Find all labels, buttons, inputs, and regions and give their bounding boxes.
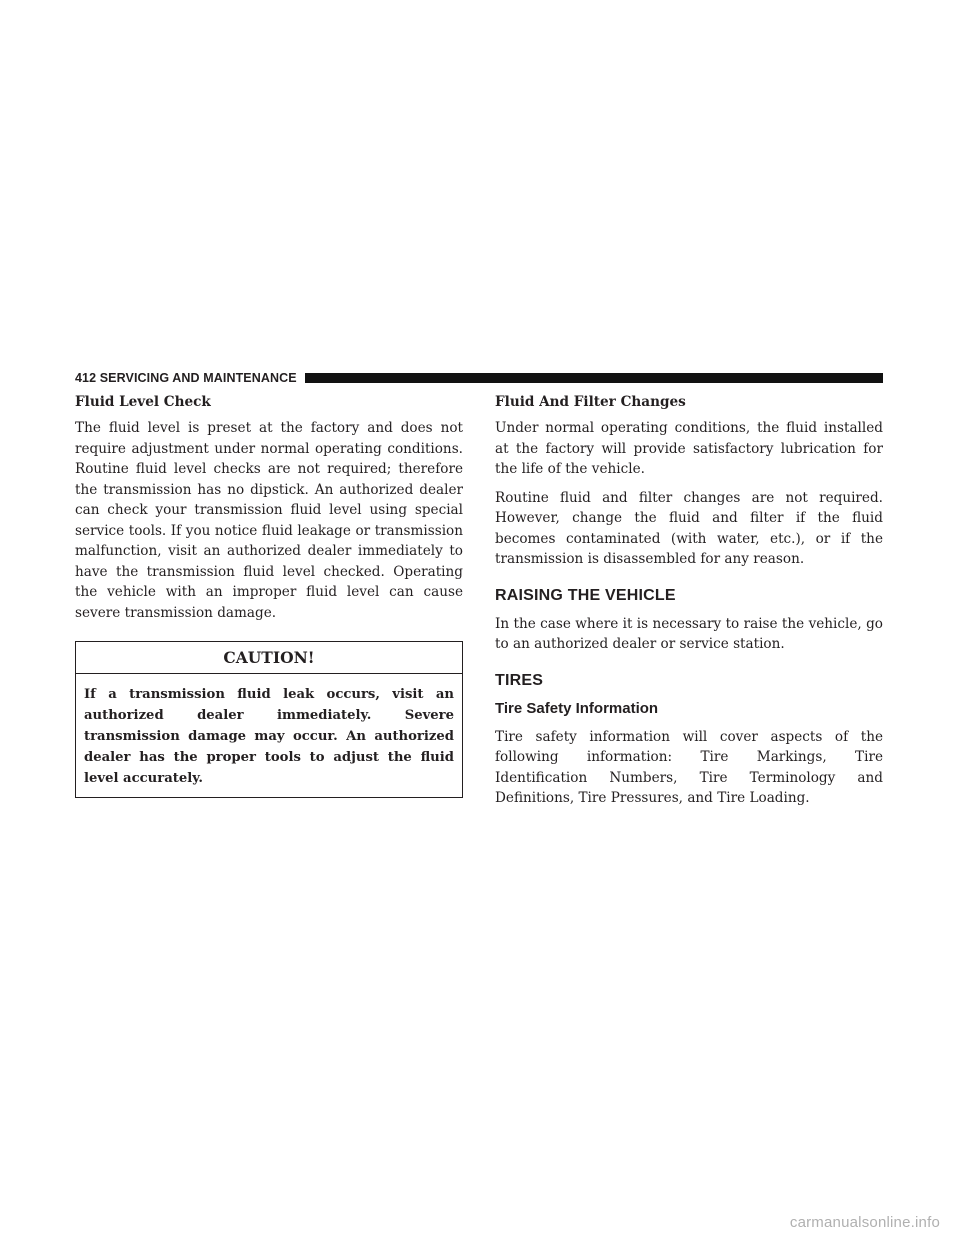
watermark: carmanualsonline.info <box>789 1214 940 1231</box>
raising-the-vehicle-heading: RAISING THE VEHICLE <box>495 586 676 604</box>
fluid-filter-changes-paragraph-1: Under normal operating conditions, the fluid installed at the factory will provide satisfactory lubrication for the life of the vehicle. <box>495 420 883 477</box>
tires-heading: TIRES <box>495 671 544 689</box>
caution-title: CAUTION! <box>76 642 462 674</box>
caution-box <box>75 641 463 798</box>
raising-the-vehicle-paragraph: In the case where it is necessary to raise the vehicle, go to an authorized dealer or service station. <box>495 615 883 652</box>
tire-safety-information-heading: Tire Safety Information <box>495 699 659 717</box>
left-column <box>75 392 463 798</box>
fluid-filter-changes-paragraph-2: Routine fluid and filter changes are not required. However, change the fluid and filter if the fluid becomes contaminated (with water, etc.), or if the transmission is disassembled for any reason. <box>495 489 883 567</box>
header-rule <box>305 373 883 383</box>
page-header <box>75 370 883 386</box>
right-column <box>495 392 883 817</box>
fluid-level-check-heading: Fluid Level Check <box>75 394 211 410</box>
fluid-filter-changes-heading: Fluid And Filter Changes <box>495 394 686 410</box>
tire-safety-information-paragraph: Tire safety information will cover aspects of the following information: Tire Markings, Tire Identification Numbers, Tire Terminology and Definitions, Tire Pressures, and Tire Loading. <box>495 728 883 806</box>
caution-text: If a transmission fluid leak occurs, visit an authorized dealer immediately. Severe transmission damage may occur. An authorized dealer has the proper tools to adjust the fluid level accurately. <box>84 687 454 786</box>
page-number-section-title: 412 SERVICING AND MAINTENANCE <box>75 371 297 385</box>
fluid-level-check-paragraph: The fluid level is preset at the factory and does not require adjustment under normal operating conditions. Routine fluid level checks are not required; therefore the transmission has no dipstick. An authorized dealer can check your transmission fluid level using special service tools. If you notice fluid leakage or transmission malfunction, visit an authorized dealer immediately to have the transmission fluid level checked. Operating the vehicle with an improper fluid level can cause severe transmission damage. <box>75 420 463 621</box>
